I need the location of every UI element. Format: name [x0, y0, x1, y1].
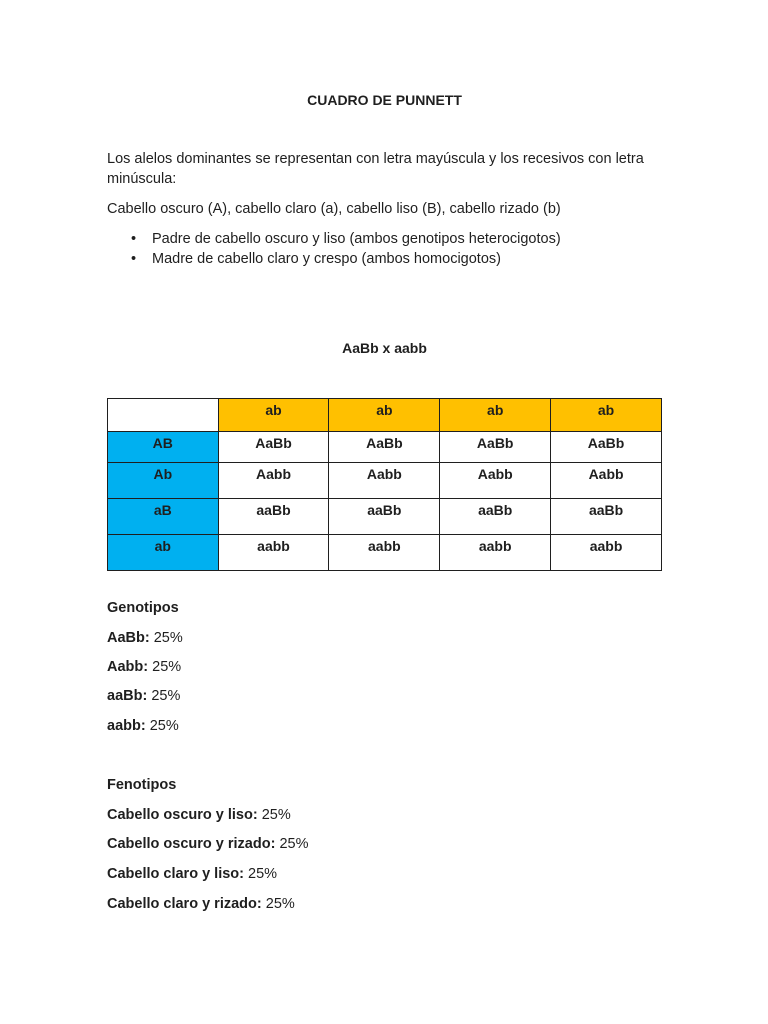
table-cell: aaBb	[440, 499, 551, 535]
table-cell: AaBb	[440, 432, 551, 463]
genotype-label: Aabb:	[107, 659, 149, 675]
row-label-cell: Ab	[108, 463, 219, 499]
genotype-label: aabb:	[107, 718, 146, 734]
bullet-icon: •	[131, 251, 137, 267]
phenotype-value: 25%	[261, 807, 291, 823]
phenotype-label: Cabello claro y rizado:	[107, 896, 262, 912]
genotype-value: 25%	[153, 630, 183, 646]
alleles-paragraph: Cabello oscuro (A), cabello claro (a), cabello liso (B), cabello rizado (b)	[107, 201, 561, 217]
table-header-cell: ab	[329, 399, 440, 432]
table-cell: aaBb	[218, 499, 329, 535]
phenotype-line	[107, 894, 295, 914]
cross-heading: AaBb x aabb	[342, 340, 427, 356]
parents-list	[107, 229, 561, 269]
phenotype-value: 25%	[248, 866, 278, 882]
table-cell: AaBb	[218, 432, 329, 463]
genotype-line	[107, 716, 179, 736]
table-header-row	[108, 399, 662, 432]
list-item-text: Madre de cabello claro y crespo (ambos homocigotos)	[152, 251, 501, 267]
phenotypes-heading: Fenotipos	[107, 777, 177, 793]
table-header-cell: ab	[218, 399, 329, 432]
table-row	[108, 499, 662, 535]
table-cell: aaBb	[551, 499, 662, 535]
table-header-cell: ab	[440, 399, 551, 432]
phenotype-label: Cabello oscuro y liso:	[107, 807, 258, 823]
phenotype-line	[107, 834, 308, 854]
table-cell: aabb	[551, 535, 662, 571]
table-row	[108, 432, 662, 463]
row-label-cell: ab	[108, 535, 219, 571]
genotype-value: 25%	[152, 659, 182, 675]
phenotype-line	[107, 805, 291, 825]
phenotype-value: 25%	[265, 896, 295, 912]
document-title: CUADRO DE PUNNETT	[307, 92, 462, 108]
phenotype-label: Cabello oscuro y rizado:	[107, 836, 276, 852]
row-label-cell: AB	[108, 432, 219, 463]
table-cell: Aabb	[329, 463, 440, 499]
table-cell: aabb	[218, 535, 329, 571]
phenotype-label: Cabello claro y liso:	[107, 866, 244, 882]
genotype-line	[107, 657, 181, 677]
table-row	[108, 535, 662, 571]
table-cell: AaBb	[329, 432, 440, 463]
phenotype-value: 25%	[279, 836, 309, 852]
row-label-cell: aB	[108, 499, 219, 535]
genotype-line	[107, 686, 180, 706]
list-item-text: Padre de cabello oscuro y liso (ambos genotipos heterocigotos)	[152, 231, 561, 247]
phenotype-line	[107, 864, 277, 884]
table-corner-cell	[108, 399, 219, 432]
list-item	[107, 229, 561, 249]
table-cell: Aabb	[218, 463, 329, 499]
table-cell: aabb	[329, 535, 440, 571]
table-row	[108, 463, 662, 499]
genotype-line	[107, 628, 183, 648]
table-header-cell: ab	[551, 399, 662, 432]
table-cell: aabb	[440, 535, 551, 571]
genotype-label: AaBb:	[107, 630, 150, 646]
punnett-table	[107, 398, 662, 571]
genotypes-heading: Genotipos	[107, 600, 179, 616]
table-cell: Aabb	[551, 463, 662, 499]
table-cell: aaBb	[329, 499, 440, 535]
genotype-label: aaBb:	[107, 688, 148, 704]
genotype-value: 25%	[151, 688, 181, 704]
intro-paragraph: Los alelos dominantes se representan con letra mayúscula y los recesivos con letra minúscula:	[107, 151, 644, 187]
genotype-value: 25%	[149, 718, 179, 734]
list-item	[107, 249, 561, 269]
bullet-icon: •	[131, 231, 137, 247]
table-cell: Aabb	[440, 463, 551, 499]
table-cell: AaBb	[551, 432, 662, 463]
